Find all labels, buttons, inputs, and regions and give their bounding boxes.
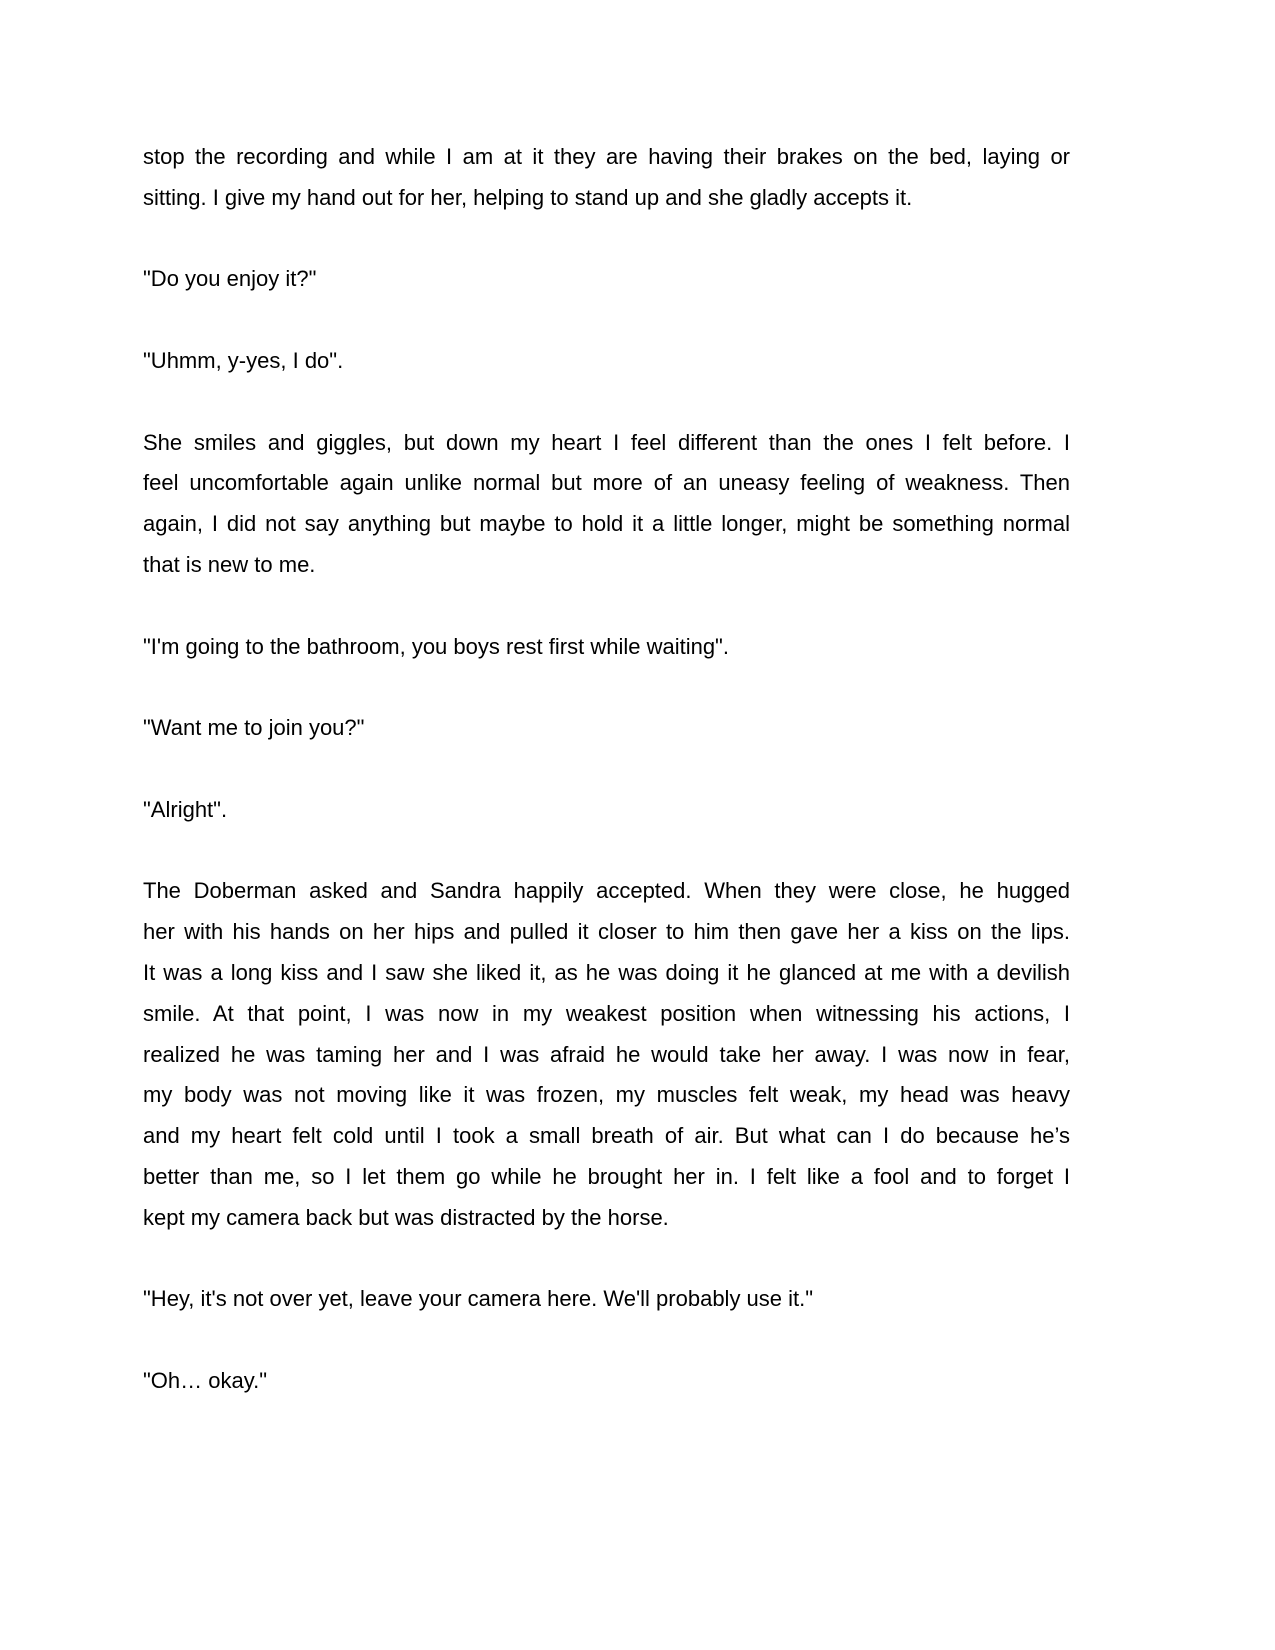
text-line: feel uncomfortable again unlike normal but more of an uneasy feeling of weakness. Then [143,470,1070,496]
text-line: sitting. I give my hand out for her, helping to stand up and she gladly accepts it. [143,184,913,210]
paragraph [143,627,1070,668]
text-line: realized he was taming her and I was afraid he would take her away. I was now in fear, [143,1041,1070,1067]
text-line: "Want me to join you?" [143,715,365,741]
text-line: smile. At that point, I was now in my weakest position when witnessing his actions, I [143,1000,1070,1026]
paragraph [143,341,1070,382]
paragraph [143,871,1070,1238]
text-line: "Do you enjoy it?" [143,266,317,292]
document-page [143,137,1070,1443]
paragraph [143,708,1070,749]
paragraph [143,423,1070,586]
text-line: "Oh… okay." [143,1367,268,1393]
text-line: It was a long kiss and I saw she liked it, as he was doing it he glanced at me with a devilish [143,959,1070,985]
text-line: my body was not moving like it was frozen, my muscles felt weak, my head was heavy [143,1082,1070,1108]
paragraph [143,1361,1070,1402]
text-line: She smiles and giggles, but down my heart I feel different than the ones I felt before. I [143,429,1070,455]
text-line: "Uhmm, y-yes, I do". [143,347,344,373]
text-line: her with his hands on her hips and pulled it closer to him then gave her a kiss on the lips. [143,919,1070,945]
paragraph [143,259,1070,300]
paragraph [143,1279,1070,1320]
text-line: "Alright". [143,796,228,822]
text-line: kept my camera back but was distracted by the horse. [143,1204,669,1230]
text-line: again, I did not say anything but maybe to hold it a little longer, might be something normal [143,511,1070,537]
paragraph [143,137,1070,219]
text-line: better than me, so I let them go while he brought her in. I felt like a fool and to forget I [143,1163,1070,1189]
text-line: that is new to me. [143,551,316,577]
text-line: and my heart felt cold until I took a small breath of air. But what can I do because he’s [143,1123,1070,1149]
paragraph [143,790,1070,831]
text-line: "I'm going to the bathroom, you boys rest first while waiting". [143,633,729,659]
text-line: The Doberman asked and Sandra happily accepted. When they were close, he hugged [143,878,1070,904]
text-line: stop the recording and while I am at it they are having their brakes on the bed, laying or [143,144,1070,169]
text-line: "Hey, it's not over yet, leave your camera here. We'll probably use it." [143,1286,814,1312]
